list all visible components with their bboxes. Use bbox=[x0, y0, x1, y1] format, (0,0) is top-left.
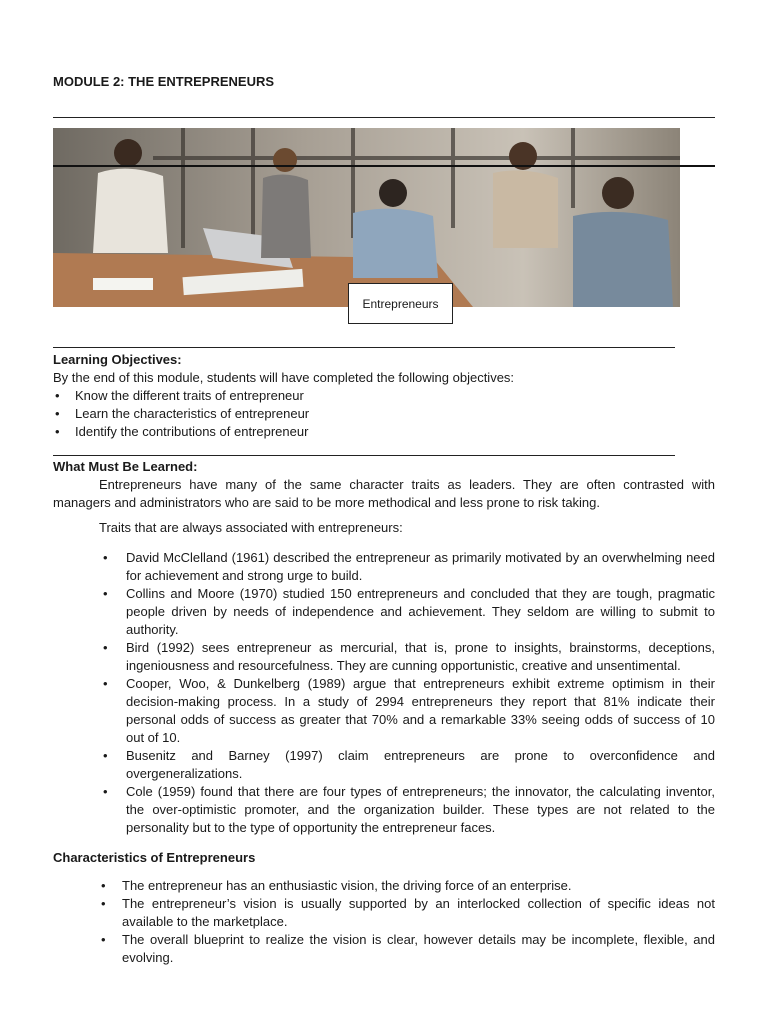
intro-paragraph: Entrepreneurs have many of the same character traits as leaders. They are often contrasted with managers and administrators who are said to be more methodical and less prone to risk taking. bbox=[53, 477, 715, 510]
list-item: • Bird (1992) sees entrepreneur as mercurial, that is, prone to insights, brainstorms, deceptions, ingeniousness and resourcefulness. They are cunning opportunistic, creative and unsentimental. bbox=[99, 639, 715, 675]
objectives-list bbox=[53, 387, 715, 441]
list-item: • David McClelland (1961) described the entrepreneur as primarily motivated by an overwhelming need for achievement and strong urge to build. bbox=[99, 549, 715, 585]
list-item: • Know the different traits of entrepreneur bbox=[53, 387, 715, 405]
list-item: • Collins and Moore (1970) studied 150 entrepreneurs and concluded that they are tough, pragmatic people driven by needs of independence and achievement. They seldom are willing to submit to authority. bbox=[99, 585, 715, 639]
what-must-be-learned-section bbox=[53, 458, 715, 512]
list-item: • The overall blueprint to realize the vision is clear, however details may be incomplete, flexible, and evolving. bbox=[99, 931, 715, 967]
learning-objectives-heading: Learning Objectives: bbox=[53, 352, 182, 367]
learning-objectives-section bbox=[53, 351, 715, 441]
image-caption: Entrepreneurs bbox=[348, 283, 453, 324]
list-item: • Cooper, Woo, & Dunkelberg (1989) argue that entrepreneurs exhibit extreme optimism in their decision-making process. In a study of 2994 entrepreneurs they report that 81% indicate their personal odds of success as greater that 70% and a remarkable 33% seeing odds of success of 10 out of 10. bbox=[99, 675, 715, 747]
divider-learned bbox=[53, 455, 675, 456]
characteristics-list bbox=[99, 877, 715, 967]
divider-objectives bbox=[53, 347, 675, 348]
divider-top bbox=[53, 117, 715, 118]
list-item: • Cole (1959) found that there are four types of entrepreneurs; the innovator, the calculating inventor, the over-optimistic promoter, and the organization builder. These types are not related to the personality but to the type of opportunity the entrepreneur faces. bbox=[99, 783, 715, 837]
list-item: • The entrepreneur’s vision is usually supported by an interlocked collection of specific ideas not available to the marketplace. bbox=[99, 895, 715, 931]
characteristics-heading: Characteristics of Entrepreneurs bbox=[53, 850, 256, 865]
list-item: • Busenitz and Barney (1997) claim entrepreneurs are prone to overconfidence and overgeneralizations. bbox=[99, 747, 715, 783]
objectives-intro: By the end of this module, students will have completed the following objectives: bbox=[53, 370, 515, 385]
list-item: • The entrepreneur has an enthusiastic vision, the driving force of an enterprise. bbox=[99, 877, 715, 895]
photo-overline bbox=[53, 165, 715, 167]
list-item: • Identify the contributions of entrepreneur bbox=[53, 423, 715, 441]
traits-intro: Traits that are always associated with entrepreneurs: bbox=[99, 520, 403, 535]
entrepreneurs-photo bbox=[53, 128, 680, 307]
list-item: • Learn the characteristics of entrepreneur bbox=[53, 405, 715, 423]
module-title: MODULE 2: THE ENTREPRENEURS bbox=[53, 74, 275, 89]
traits-list bbox=[99, 549, 715, 837]
what-must-be-learned-heading: What Must Be Learned: bbox=[53, 459, 198, 474]
